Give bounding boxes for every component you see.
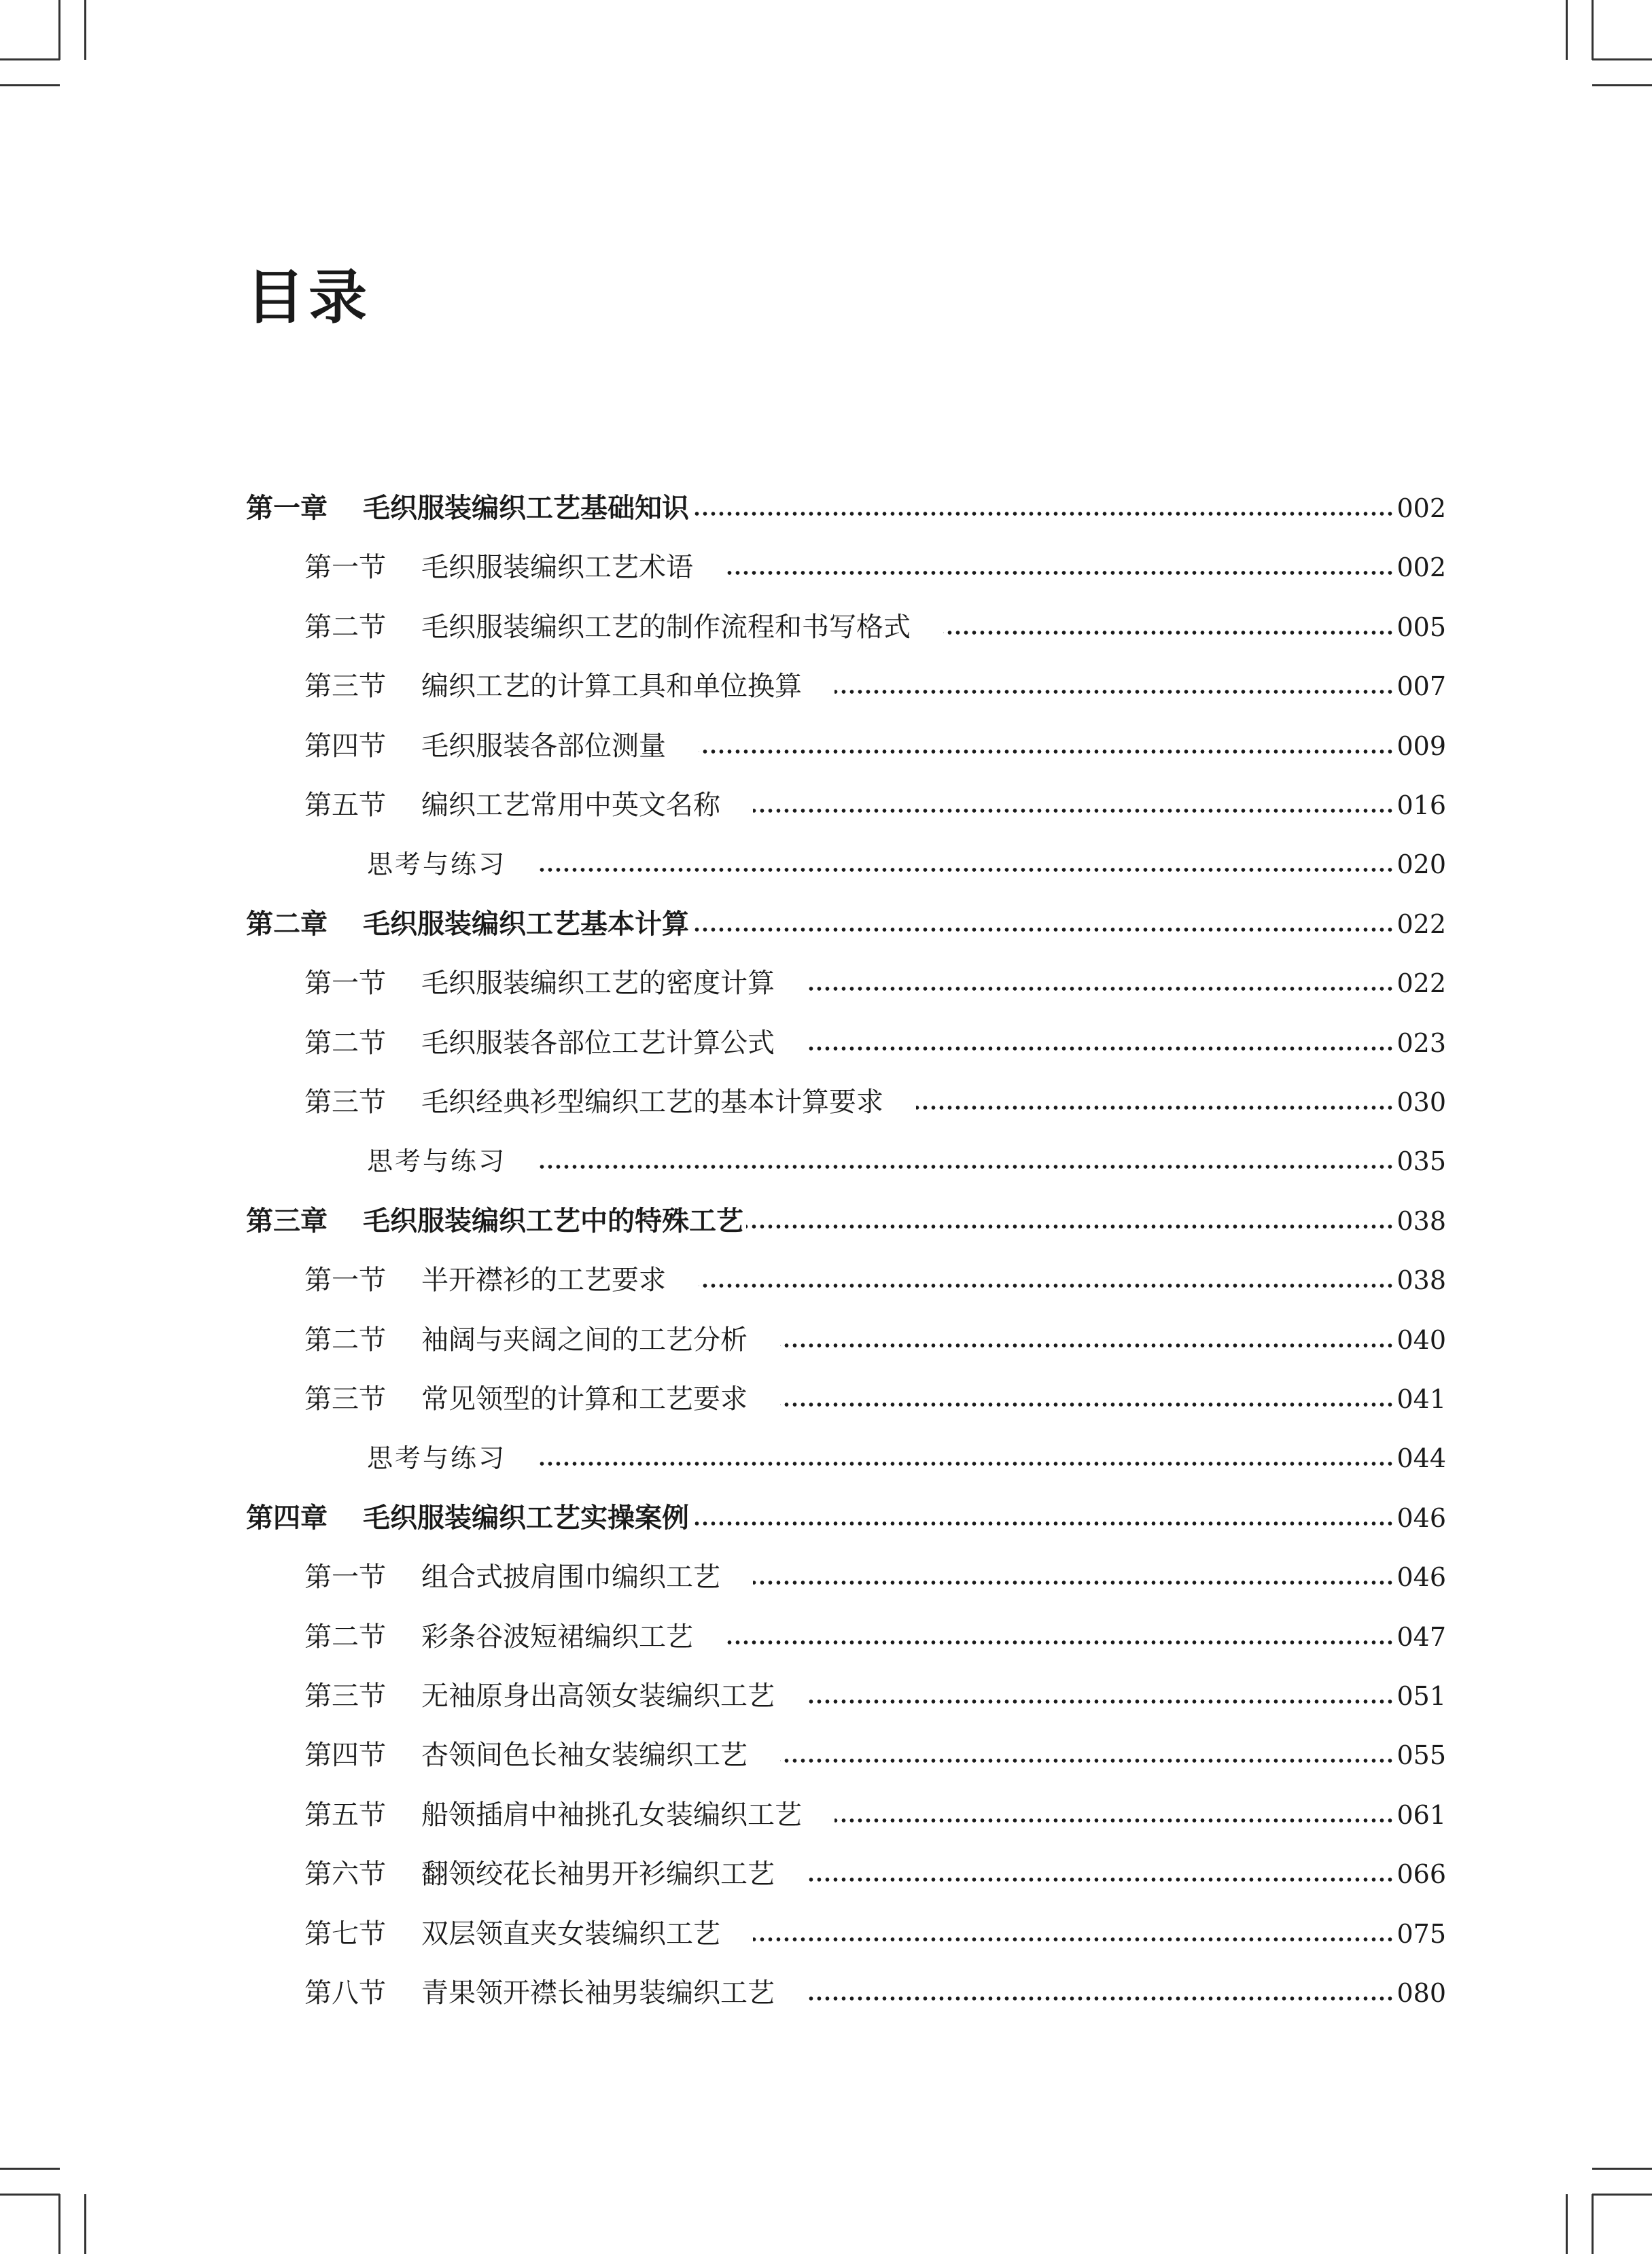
toc-entry-title: 青果领开襟长袖男装编织工艺 — [421, 1977, 775, 2009]
toc-entry-title: 袖阔与夹阔之间的工艺分析 — [421, 1324, 748, 1356]
toc-entry-label — [246, 488, 689, 529]
dot-leader — [807, 1877, 1394, 1882]
toc-entry-label — [304, 785, 720, 826]
toc-entry-section[interactable] — [304, 1379, 1446, 1420]
toc-entry-number: 第五节 — [304, 1799, 386, 1831]
dot-leader — [692, 1521, 1394, 1526]
toc-entry-page-number: 075 — [1396, 1919, 1446, 1949]
toc-entry-title: 思考与练习 — [367, 849, 507, 879]
dot-leader — [807, 986, 1394, 991]
toc-entry-number: 第八节 — [304, 1977, 386, 2009]
toc-entry-title: 杏领间色长袖女装编织工艺 — [421, 1740, 748, 1771]
toc-entry-section[interactable] — [304, 547, 1446, 588]
toc-entry-page-number: 009 — [1396, 731, 1446, 761]
toc-entry-label — [304, 1795, 802, 1835]
toc-entry-label — [304, 607, 911, 648]
toc-entry-section[interactable] — [304, 1260, 1446, 1301]
toc-entry-number: 第七节 — [304, 1918, 386, 1950]
toc-entry-number: 第二节 — [304, 1621, 386, 1653]
toc-entry-title: 毛织服装编织工艺实操案例 — [363, 1502, 689, 1534]
toc-entry-title: 船领插肩中袖挑孔女装编织工艺 — [421, 1799, 802, 1831]
toc-entry-number: 第二章 — [246, 909, 328, 940]
toc-entry-number: 第一节 — [304, 552, 386, 583]
toc-entry-page-number: 022 — [1396, 909, 1446, 939]
toc-entry-number: 第一节 — [304, 1265, 386, 1296]
toc-entry-section[interactable] — [304, 666, 1446, 707]
toc-entry-number: 第一节 — [304, 1562, 386, 1593]
toc-entry-page-number: 051 — [1396, 1681, 1446, 1711]
toc-entry-section[interactable] — [304, 785, 1446, 826]
toc-entry-label — [304, 1735, 748, 1776]
toc-entry-page-number: 040 — [1396, 1325, 1446, 1355]
toc-entry-label — [304, 1854, 775, 1895]
dot-leader — [780, 1758, 1394, 1763]
toc-entry-title: 彩条谷波短裙编织工艺 — [421, 1621, 693, 1653]
dot-leader — [807, 1699, 1394, 1704]
dot-leader — [726, 1640, 1394, 1645]
toc-entry-number: 第五节 — [304, 790, 386, 821]
toc-entry-label — [246, 1498, 689, 1538]
toc-entry-chapter[interactable] — [246, 1201, 1446, 1242]
toc-entry-page-number: 030 — [1396, 1087, 1446, 1117]
toc-entry-section[interactable] — [304, 1320, 1446, 1360]
toc-entry-title: 常见领型的计算和工艺要求 — [421, 1384, 748, 1415]
dot-leader — [753, 1580, 1394, 1585]
toc-entry-section[interactable] — [304, 1082, 1446, 1123]
dot-leader — [692, 511, 1394, 516]
dot-leader — [807, 1996, 1394, 2001]
toc-entry-exercise[interactable] — [367, 1438, 1446, 1479]
toc-entry-section[interactable] — [304, 1735, 1446, 1776]
toc-entry-title: 毛织服装各部位测量 — [421, 730, 666, 762]
toc-entry-title: 毛织服装编织工艺基础知识 — [363, 493, 689, 524]
toc-entry-title: 编织工艺的计算工具和单位换算 — [421, 671, 802, 702]
toc-entry-page-number: 046 — [1396, 1503, 1446, 1533]
toc-entry-title: 毛织服装编织工艺的制作流程和书写格式 — [421, 612, 911, 643]
dot-leader — [753, 1937, 1394, 1942]
toc-entry-label — [304, 1676, 775, 1716]
toc-entry-number: 第三节 — [304, 1087, 386, 1118]
toc-entry-page-number: 055 — [1396, 1740, 1446, 1770]
toc-entry-label — [367, 1141, 506, 1182]
dot-leader — [539, 867, 1394, 873]
toc-entry-page-number: 047 — [1396, 1622, 1446, 1652]
toc-entry-label — [304, 1557, 720, 1598]
toc-entry-label — [304, 1082, 883, 1123]
toc-entry-exercise[interactable] — [367, 1141, 1446, 1182]
toc-entry-page-number: 046 — [1396, 1562, 1446, 1592]
dot-leader — [780, 1402, 1394, 1407]
toc-entry-label — [246, 904, 689, 945]
toc-entry-section[interactable] — [304, 726, 1446, 767]
dot-leader — [753, 808, 1394, 813]
toc-entry-title: 毛织经典衫型编织工艺的基本计算要求 — [421, 1087, 883, 1118]
toc-entry-chapter[interactable] — [246, 904, 1446, 945]
toc-entry-title: 无袖原身出高领女装编织工艺 — [421, 1680, 775, 1712]
toc-entry-label — [304, 963, 775, 1004]
toc-entry-number: 第三节 — [304, 671, 386, 702]
dot-leader — [539, 1461, 1394, 1466]
toc-entry-page-number: 044 — [1396, 1443, 1446, 1473]
toc-entry-title: 双层领直夹女装编织工艺 — [421, 1918, 720, 1950]
toc-entry-section[interactable] — [304, 607, 1446, 648]
toc-entry-number: 第四节 — [304, 730, 386, 762]
dot-leader — [699, 1283, 1394, 1288]
toc-entry-label — [246, 1201, 743, 1242]
toc-entry-number: 第二节 — [304, 1324, 386, 1356]
toc-entry-title: 组合式披肩围巾编织工艺 — [421, 1562, 720, 1593]
toc-entry-page-number: 066 — [1396, 1859, 1446, 1889]
toc-entry-chapter[interactable] — [246, 1498, 1446, 1538]
toc-entry-label — [304, 1973, 775, 2013]
toc-entry-title: 思考与练习 — [367, 1443, 507, 1473]
toc-entry-exercise[interactable] — [367, 844, 1446, 885]
toc-entry-title: 编织工艺常用中英文名称 — [421, 790, 720, 821]
toc-entry-page-number: 080 — [1396, 1978, 1446, 2008]
toc-entry-label — [304, 1379, 748, 1420]
toc-entry-number: 第四节 — [304, 1740, 386, 1771]
toc-entry-section[interactable] — [304, 1676, 1446, 1716]
toc-entry-title: 思考与练习 — [367, 1146, 507, 1176]
toc-entry-label — [304, 1023, 775, 1063]
toc-entry-page-number: 007 — [1396, 671, 1446, 701]
toc-entry-number: 第一章 — [246, 493, 328, 524]
toc-entry-section[interactable] — [304, 1617, 1446, 1657]
toc-entry-number: 第一节 — [304, 968, 386, 999]
toc-entry-number: 第四章 — [246, 1502, 328, 1534]
toc-entry-number: 第二节 — [304, 612, 386, 643]
toc-entry-number: 第三节 — [304, 1680, 386, 1712]
toc-entry-page-number: 020 — [1396, 849, 1446, 879]
toc-entry-title: 毛织服装编织工艺的密度计算 — [421, 968, 775, 999]
dot-leader — [692, 927, 1394, 932]
dot-leader — [834, 689, 1394, 694]
toc-entry-title: 毛织服装编织工艺术语 — [421, 552, 693, 583]
toc-entry-label — [304, 726, 666, 767]
dot-leader — [539, 1164, 1394, 1169]
toc-entry-page-number: 061 — [1396, 1800, 1446, 1830]
dot-leader — [834, 1818, 1394, 1823]
toc-entry-label — [367, 844, 506, 885]
toc-entry-number: 第六节 — [304, 1859, 386, 1890]
dot-leader — [726, 570, 1394, 576]
toc-entry-title: 毛织服装编织工艺中的特殊工艺 — [363, 1205, 743, 1237]
toc-entry-number: 第三章 — [246, 1205, 328, 1237]
toc-entry-label — [304, 1320, 748, 1360]
toc-entry-title: 毛织服装编织工艺基本计算 — [363, 909, 689, 940]
dot-leader — [746, 1224, 1394, 1229]
toc-entry-page-number: 038 — [1396, 1206, 1446, 1236]
toc-entry-page-number: 035 — [1396, 1146, 1446, 1176]
toc-entry-page-number: 023 — [1396, 1028, 1446, 1058]
toc-entry-label — [367, 1438, 506, 1479]
toc-entry-page-number: 041 — [1396, 1384, 1446, 1414]
dot-leader — [943, 630, 1394, 635]
toc-entry-chapter[interactable] — [246, 488, 1446, 529]
toc-entry-page-number: 038 — [1396, 1265, 1446, 1295]
dot-leader — [916, 1105, 1394, 1110]
toc-entry-label — [304, 547, 693, 588]
toc-entry-section[interactable] — [304, 1557, 1446, 1598]
toc-entry-label — [304, 1260, 666, 1301]
toc-entry-page-number: 016 — [1396, 790, 1446, 820]
toc-entry-section[interactable] — [304, 1854, 1446, 1895]
toc-entry-section[interactable] — [304, 963, 1446, 1004]
toc-entry-label — [304, 1914, 720, 1954]
toc-entry-page-number: 005 — [1396, 612, 1446, 642]
dot-leader — [699, 749, 1394, 754]
page-title: 目录 — [246, 264, 371, 332]
toc-entry-title: 翻领绞花长袖男开衫编织工艺 — [421, 1859, 775, 1890]
toc-entry-section[interactable] — [304, 1795, 1446, 1835]
toc-entry-section[interactable] — [304, 1914, 1446, 1954]
toc-entry-number: 第二节 — [304, 1027, 386, 1059]
dot-leader — [780, 1343, 1394, 1348]
toc-entry-number: 第三节 — [304, 1384, 386, 1415]
toc-entry-label — [304, 1617, 693, 1657]
toc-entry-title: 毛织服装各部位工艺计算公式 — [421, 1027, 775, 1059]
toc-entry-page-number: 002 — [1396, 493, 1446, 523]
toc-entry-label — [304, 666, 802, 707]
toc-entry-page-number: 022 — [1396, 968, 1446, 998]
dot-leader — [807, 1046, 1394, 1051]
toc-entry-title: 半开襟衫的工艺要求 — [421, 1265, 666, 1296]
toc-entry-section[interactable] — [304, 1973, 1446, 2013]
toc-entry-section[interactable] — [304, 1023, 1446, 1063]
toc-entry-page-number: 002 — [1396, 552, 1446, 582]
